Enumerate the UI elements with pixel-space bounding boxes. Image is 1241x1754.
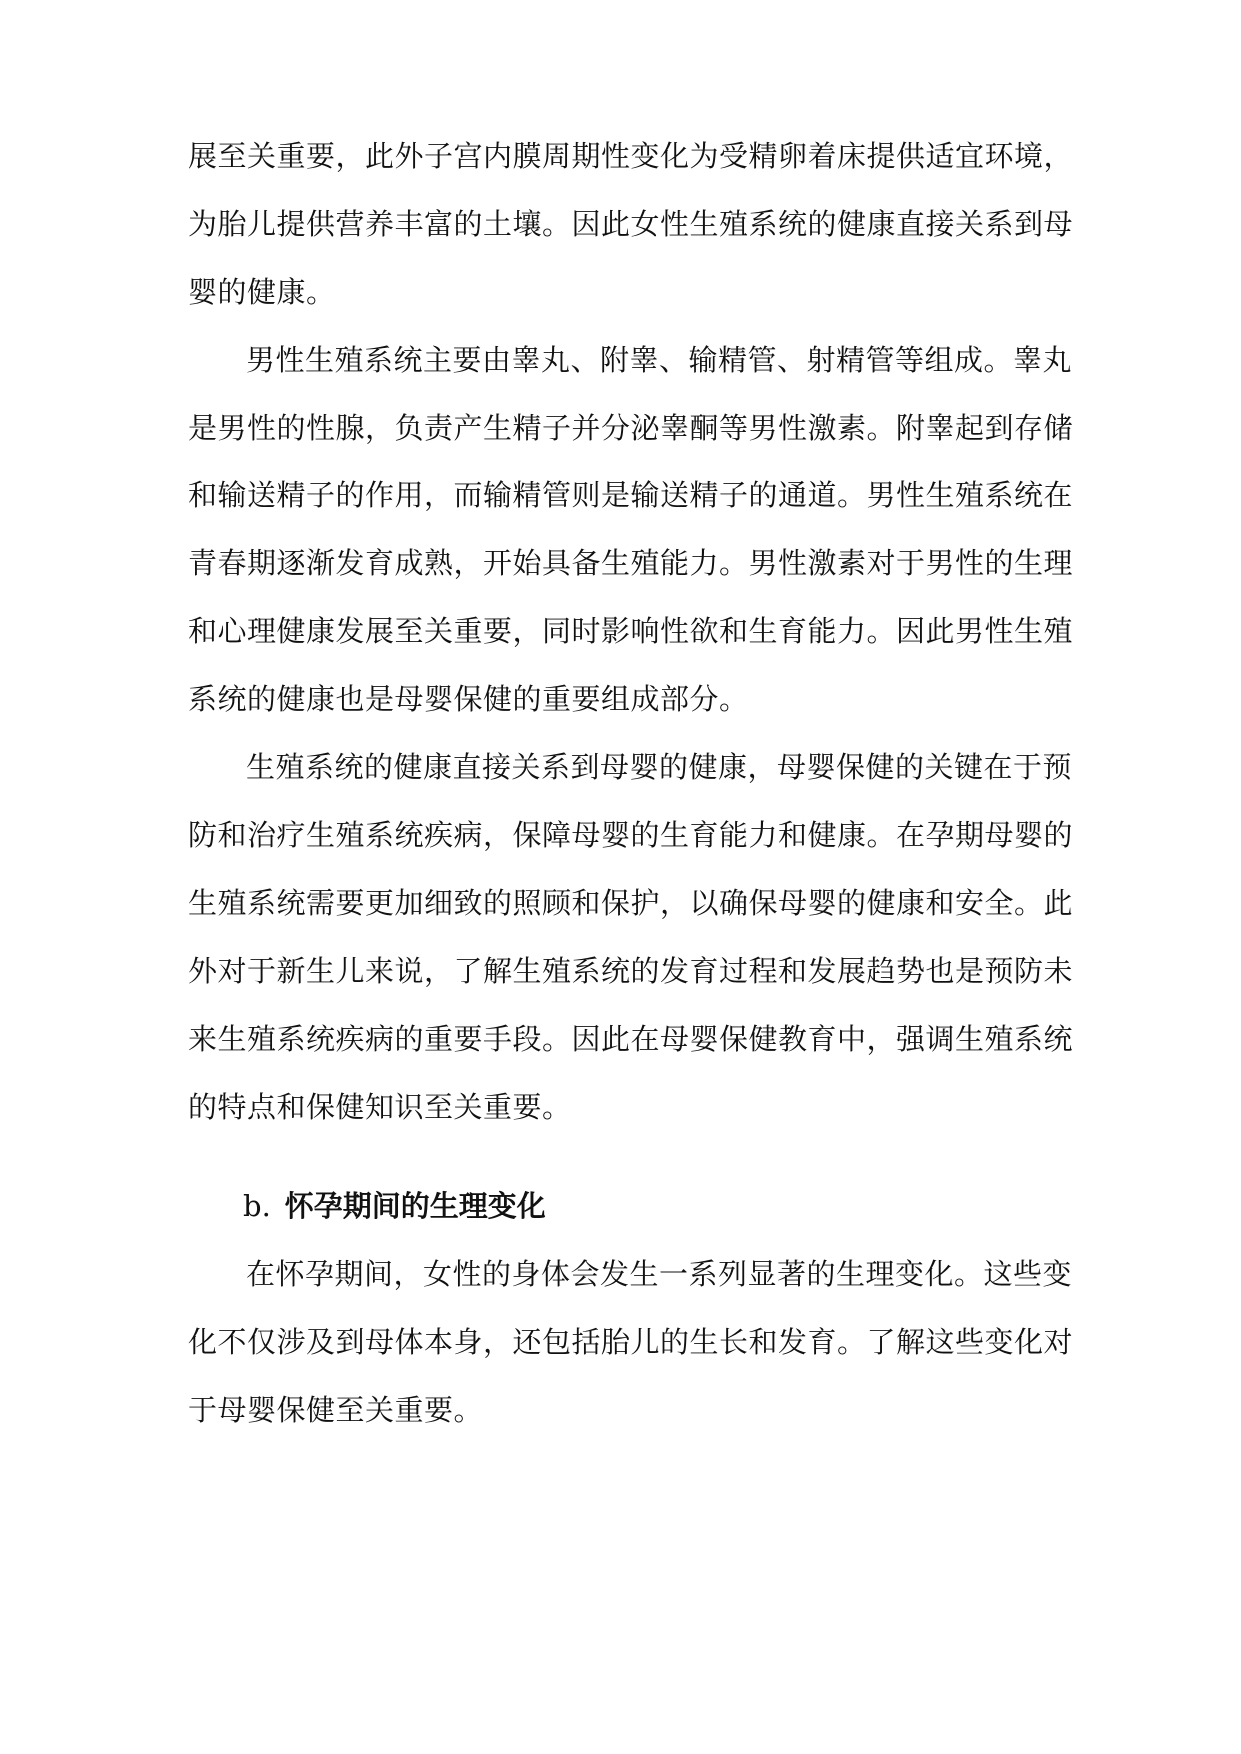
paragraph-3-line-5: 来生殖系统疾病的重要手段。因此在母婴保健教育中，强调生殖系统 [188,1022,1074,1056]
paragraph-2-line-5: 和心理健康发展至关重要，同时影响性欲和生育能力。因此男性生殖 [188,614,1074,648]
section-paragraph-line-1: 在怀孕期间，女性的身体会发生一系列显著的生理变化。这些变 [246,1257,1073,1291]
section-marker: b. [243,1189,271,1223]
paragraph-2-line-2: 是男性的性腺，负责产生精子并分泌睾酮等男性激素。附睾起到存储 [188,411,1074,445]
paragraph-1-line-2: 为胎儿提供营养丰富的土壤。因此女性生殖系统的健康直接关系到母 [188,207,1074,241]
paragraph-2-line-1: 男性生殖系统主要由睾丸、附睾、输精管、射精管等组成。睾丸 [246,343,1073,377]
paragraph-2-line-4: 青春期逐渐发育成熟，开始具备生殖能力。男性激素对于男性的生理 [188,546,1074,580]
paragraph-3-line-6: 的特点和保健知识至关重要。 [188,1090,572,1124]
paragraph-3-line-2: 防和治疗生殖系统疾病，保障母婴的生育能力和健康。在孕期母婴的 [188,818,1074,852]
section-paragraph-line-3: 于母婴保健至关重要。 [188,1393,484,1427]
paragraph-3-line-3: 生殖系统需要更加细致的照顾和保护，以确保母婴的健康和安全。此 [188,886,1074,920]
section-title: 怀孕期间的生理变化 [284,1189,546,1223]
paragraph-2-line-3: 和输送精子的作用，而输精管则是输送精子的通道。男性生殖系统在 [188,478,1074,512]
paragraph-2-line-6: 系统的健康也是母婴保健的重要组成部分。 [188,682,749,716]
paragraph-3-line-4: 外对于新生儿来说，了解生殖系统的发育过程和发展趋势也是预防未 [188,954,1074,988]
paragraph-3-line-1: 生殖系统的健康直接关系到母婴的健康，母婴保健的关键在于预 [246,750,1073,784]
section-heading [243,1186,546,1226]
section-paragraph-line-2: 化不仅涉及到母体本身，还包括胎儿的生长和发育。了解这些变化对 [188,1325,1074,1359]
paragraph-1-line-1: 展至关重要，此外子宫内膜周期性变化为受精卵着床提供适宜环境， [188,139,1074,173]
paragraph-1-line-3: 婴的健康。 [188,275,336,309]
